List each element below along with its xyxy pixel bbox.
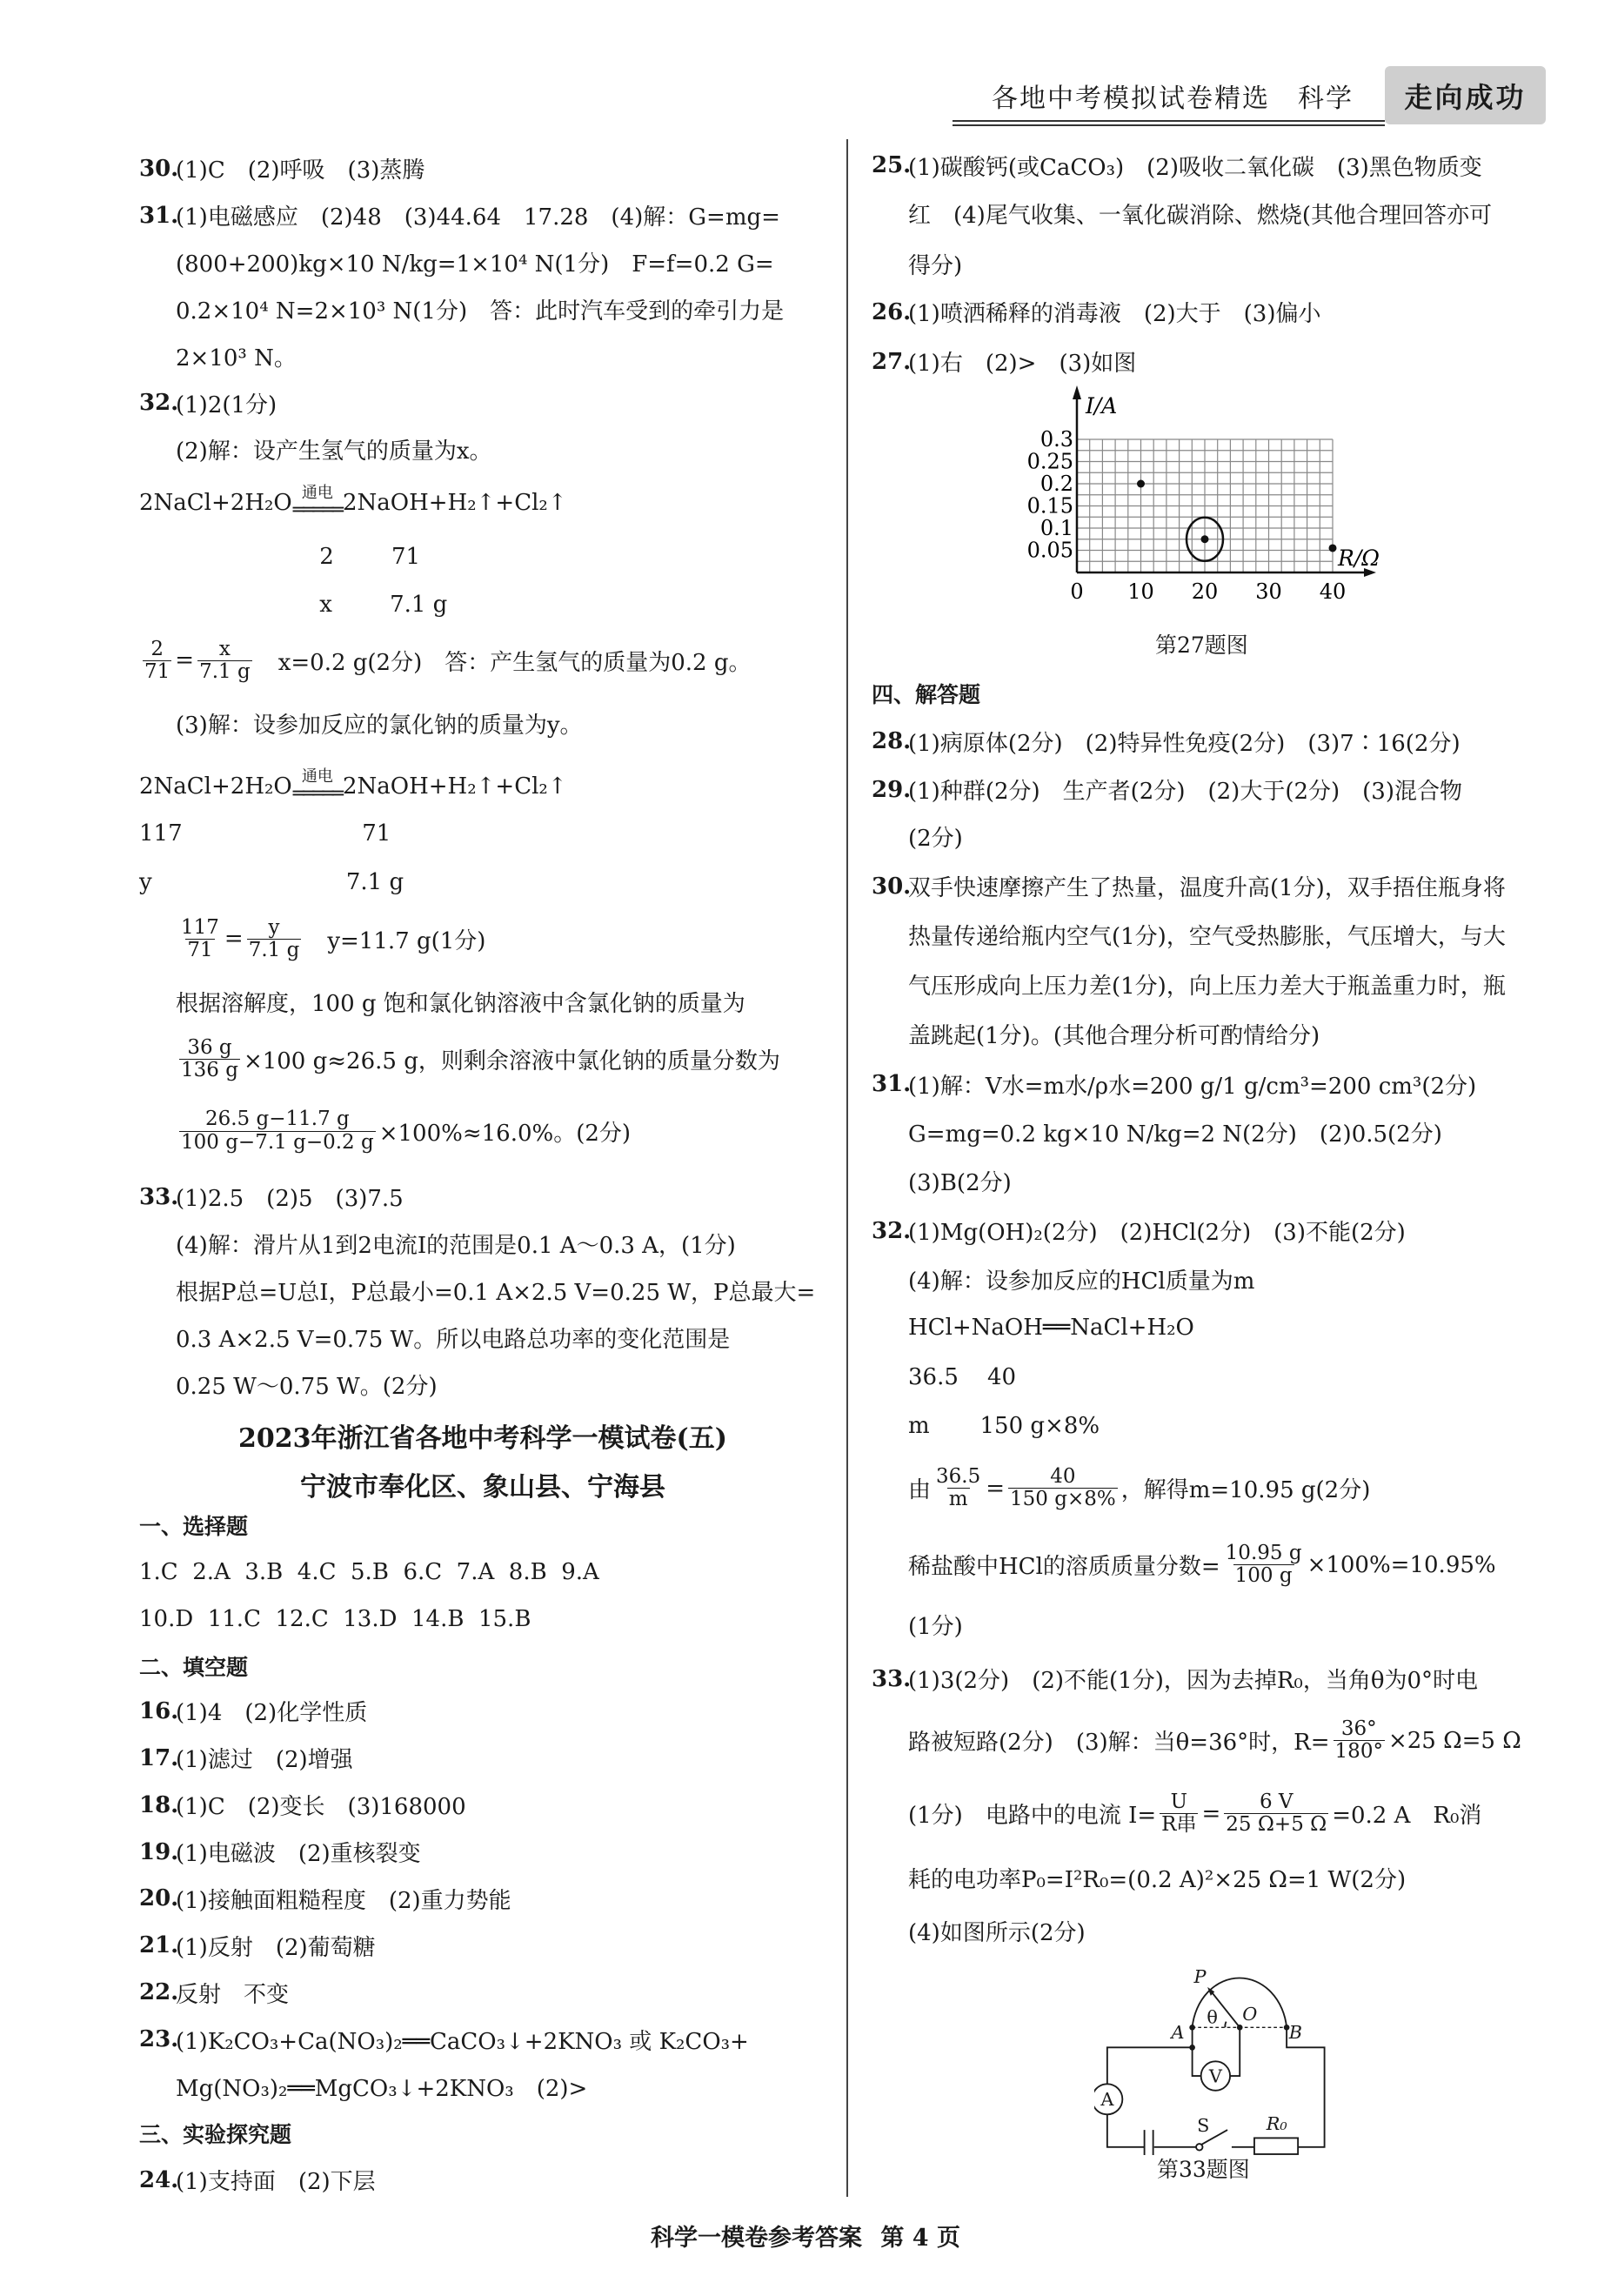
fraction-denominator: m [948,1488,968,1511]
question-number: 17. [139,1744,179,1771]
answer-text: 1.C 2.A 3.B 4.C 5.B 6.C 7.A 8.B 9.A [139,1558,599,1585]
fraction-denominator: R串 [1161,1813,1197,1837]
angle-arc [1225,2022,1226,2028]
reaction-arrow: ═════ [292,783,342,806]
answer-text: (1)电磁波 (2)重核裂变 [176,1841,421,1868]
answer-line [872,1065,1568,1103]
fraction-numerator: 10.95 g [1225,1541,1302,1564]
fraction-denominator: 25 Ω+5 Ω [1226,1813,1327,1837]
label-theta: θ [1207,2006,1218,2028]
fraction-numerator: 40 [1050,1465,1076,1489]
answer-text: (1)Mg(OH)₂(2分) (2)HCl(2分) (3)不能(2分) [908,1220,1406,1247]
answer-text: (1)病原体(2分) (2)特异性免疫(2分) (3)7∶16(2分) [908,730,1461,757]
answer-text: 气压形成向上压力差(1分)，向上压力差大于瓶盖重力时，瓶 [908,974,1506,1001]
answer-line [872,1790,1604,1837]
answer-text: = [175,647,195,674]
answer-line [139,1272,863,1310]
answer-line [872,1407,1604,1445]
answer-text: Mg(NO₃)₂══MgCO₃↓+2KNO₃ (2)> [176,2075,588,2102]
fraction-numerator: 36° [1340,1717,1377,1740]
answer-line [139,1833,826,1871]
y-axis-arrow [1073,385,1081,399]
question-number: 32. [139,390,179,417]
condition-label: 通电 [301,483,333,502]
label-a: A [1171,2021,1185,2043]
answer-line [139,1318,863,1356]
data-point [1201,535,1209,543]
label-o: O [1242,2003,1258,2025]
answer-text: ，解得m=10.95 g(2分) [1120,1477,1371,1504]
answer-text: 热量传递给瓶内空气(1分)，空气受热膨胀，气压增大，与大 [908,923,1506,950]
question-number: 18. [139,1791,179,1818]
section-heading [872,674,1568,713]
answer-text: x 7.1 g [176,592,448,619]
fraction [143,639,171,684]
answer-line [872,146,1568,184]
x-tick-label: 40 [1319,579,1347,604]
answer-text: ×100%≈16.0%。(2分) [378,1120,632,1147]
question-number: 31. [872,1071,912,1098]
answer-line [139,1879,826,1918]
answer-text: G=mg=0.2 kg×10 N/kg=2 N(2分) (2)0.5(2分) [908,1121,1442,1148]
answer-text: = [986,1475,1006,1502]
answer-line [872,244,1604,283]
fraction-numerator: y [268,915,280,939]
answer-text: 2NaCl+2H₂O [139,773,292,800]
answer-line [872,1660,1568,1698]
header-badge: 走向成功 [1385,66,1546,124]
answer-line [139,1108,863,1154]
header-rule [953,120,1385,126]
chart-27-current-vs-resistance [1000,383,1418,635]
answer-line [872,771,1568,809]
x-tick-label: 30 [1255,579,1282,604]
fraction [247,917,302,962]
answer-text: y 7.1 g [139,868,404,895]
answer-line [872,1541,1604,1587]
answer-text: 2 71 [176,543,421,570]
answer-text: (1)喷洒稀释的消毒液 (2)大于 (3)偏小 [908,301,1321,328]
answer-text: 盖跳起(1分)。(其他合理分析可酌情给分) [908,1023,1320,1050]
answer-text: (3)解：设参加反应的氯化钠的质量为y。 [176,713,583,740]
answer-text: 由 [908,1477,932,1504]
answer-line [139,586,863,624]
question-number: 30. [139,155,179,182]
question-number: 19. [139,1838,179,1865]
header-title: 各地中考模拟试卷精选 科学 [992,84,1354,114]
answer-line [139,2020,826,2058]
answer-line [139,1926,826,1965]
answer-text: 三、实验探究题 [139,2121,292,2147]
question-number: 22. [139,1979,179,2006]
answer-line [139,767,826,806]
fraction-numerator: 36.5 [936,1465,981,1489]
fraction [1224,1543,1304,1588]
answer-line [872,343,1568,381]
fraction-numerator: 36 g [187,1035,232,1059]
question-number: 30. [872,873,912,900]
answer-text: x=0.2 g(2分) 答：产生氢气的质量为0.2 g。 [255,649,752,676]
answer-text: (1)K₂CO₃+Ca(NO₃)₂══CaCO₃↓+2KNO₃ 或 K₂CO₃+ [176,2028,749,2055]
answer-text: 2023年浙江省各地中考科学一模试卷(五) [238,1423,727,1455]
answer-line [139,1035,863,1082]
answer-line [139,337,863,375]
fraction-denominator: 7.1 g [248,938,300,961]
question-number: 21. [139,1932,179,1959]
fraction-denominator: 150 g×8% [1010,1488,1116,1511]
fraction-denominator: 100 g−7.1 g−0.2 g [181,1130,374,1154]
switch-pivot [1196,2144,1202,2150]
answer-line [872,722,1568,760]
answer-text: (4)解：设参加反应的HCl质量为m [908,1268,1255,1295]
answer-text: (2)解：设产生氢气的质量为x。 [176,438,492,465]
answer-line [872,1015,1604,1054]
answer-text: (1)右 (2)> (3)如图 [908,351,1137,378]
answer-line [872,1358,1604,1396]
answer-text: (1)滤过 (2)增强 [176,1747,353,1774]
y-tick-label: 0.2 [1039,472,1073,496]
fraction [1160,1791,1198,1837]
question-number: 24. [139,2166,179,2193]
question-number: 31. [139,202,179,229]
answer-text: = [224,926,244,953]
answer-text: 0.3 A×2.5 V=0.75 W。所以电路总功率的变化范围是 [176,1326,731,1353]
question-number: 20. [139,1885,179,1912]
answer-text: 117 71 [139,820,391,847]
answer-text: (1分) 电路中的电流 I= [908,1803,1157,1830]
circuit-33-caption: 第33题图 [1157,2157,1250,2182]
fraction-denominator: 180° [1334,1740,1383,1764]
answer-text: 得分) [908,252,963,279]
question-number: 33. [139,1183,179,1210]
answer-line [139,705,863,743]
answer-text: =0.2 A R₀消 [1332,1803,1482,1830]
answer-text: (1)电磁感应 (2)48 (3)44.64 17.28 (4)解：G=mg= [176,204,780,231]
answer-text: (1)支持面 (2)下层 [176,2169,376,2196]
fraction-denominator: 100 g [1234,1564,1293,1587]
answer-line [139,915,863,961]
answer-text: 10.D 11.C 12.C 13.D 14.B 15.B [139,1605,531,1632]
answer-text: = [1201,1800,1221,1827]
fraction [179,1037,240,1082]
answer-line [139,197,826,235]
switch-label: S [1197,2114,1210,2136]
answer-line [139,1553,826,1591]
fraction-numerator: 117 [181,915,219,939]
answer-line [872,1465,1604,1511]
answer-text: (1分) [908,1614,963,1641]
ammeter-label: A [1100,2089,1114,2111]
question-number: 33. [872,1665,912,1692]
answer-line [139,484,826,522]
answer-line [872,867,1568,906]
y-tick-label: 0.3 [1039,427,1073,452]
fraction-denominator: 71 [187,938,213,961]
answer-text: 2×10³ N。 [176,345,297,372]
answer-line [139,384,826,422]
answer-text: 路被短路(2分) (3)解：当θ=36°时，R= [908,1730,1330,1757]
fraction [1008,1466,1118,1511]
answer-line [872,195,1604,233]
reaction-condition [293,769,342,804]
x-axis-label: R/Ω [1338,546,1380,571]
fraction-denominator: 71 [144,659,170,683]
answer-text: (1)C (2)变长 (3)168000 [176,1794,466,1821]
y-axis-label: I/A [1086,393,1118,418]
resistor-label: R₀ [1266,2113,1287,2135]
paper-title [139,1416,826,1455]
answer-line [139,431,863,469]
voltmeter-label: V [1208,2065,1222,2087]
answer-line [872,1717,1604,1764]
answer-text: 反射 不变 [176,1981,290,2008]
page-footer [0,2219,1611,2252]
answer-line [872,1260,1604,1298]
fraction [1334,1718,1385,1764]
answer-line [139,1692,826,1730]
answer-text: (1)种群(2分) 生产者(2分) (2)大于(2分) (3)混合物 [908,779,1462,806]
resistor-r0 [1254,2138,1298,2154]
answer-text: 双手快速摩擦产生了热量，温度升高(1分)，双手捂住瓶身将 [908,875,1506,902]
answer-text: 2NaCl+2H₂O [139,489,292,516]
fraction [179,917,221,962]
answer-line [139,290,863,328]
data-point [1137,480,1145,488]
label-p: P [1193,1966,1207,1988]
answer-text: 红 (4)尾气收集、一氧化碳消除、燃烧(其他合理回答亦可 [908,203,1492,230]
answer-text: 一、选择题 [139,1514,249,1540]
answer-text: y=11.7 g(1分) [304,927,486,954]
condition-label: 通电 [301,767,333,787]
answer-text: ×100%=10.95% [1307,1551,1496,1578]
answer-text: (3)B(2分) [908,1169,1012,1196]
answer-line [139,1365,863,1403]
answer-text: HCl+NaOH══NaCl+H₂O [908,1314,1194,1341]
section-heading [139,2114,826,2152]
answer-text: (4)如图所示(2分) [908,1920,1086,1946]
answer-text: (1)4 (2)化学性质 [176,1700,368,1727]
question-number: 32. [872,1217,912,1244]
answer-line [139,1739,826,1777]
answer-text: 2NaOH+H₂↑+Cl₂↑ [342,489,567,516]
section-heading [139,1506,826,1544]
answer-text: 稀盐酸中HCl的溶质质量分数= [908,1554,1220,1580]
fraction [179,1108,376,1154]
answer-text: (1)接触面粗糙程度 (2)重力势能 [176,1887,511,1914]
answer-line [872,1114,1604,1152]
answer-text: (1)反射 (2)葡萄糖 [176,1934,376,1961]
label-b: B [1288,2021,1303,2043]
answer-text: 2NaOH+H₂↑+Cl₂↑ [342,773,567,800]
answer-text: (1)C (2)呼吸 (3)蒸腾 [176,157,425,184]
answer-line [872,293,1568,331]
answer-line [139,983,863,1021]
answer-line [139,150,826,188]
answer-text: (1)解：V水=m水/ρ水=200 g/1 g/cm³=200 cm³(2分) [908,1073,1477,1100]
answer-line [139,538,863,576]
question-number: 28. [872,728,912,755]
answer-text: (1)2.5 (2)5 (3)7.5 [176,1186,404,1213]
paper-title [139,1465,826,1503]
reaction-condition [293,485,342,520]
x-tick-label: 0 [1070,579,1084,604]
fraction [197,639,252,684]
answer-line [139,1786,826,1824]
answer-line [872,1212,1568,1250]
answer-text: ×25 Ω=5 Ω [1387,1727,1521,1754]
question-number: 25. [872,152,912,179]
answer-line [872,915,1604,954]
answer-text: (1)2(1分) [176,392,277,418]
fraction [1224,1791,1328,1837]
answer-text: 宁波市奉化区、象山县、宁海县 [300,1471,665,1503]
section-heading [139,1647,826,1685]
answer-line [139,243,863,281]
answer-line [872,818,1604,856]
y-tick-label: 0.1 [1039,516,1073,540]
question-number: 27. [872,348,912,375]
fraction-denominator: 7.1 g [199,659,251,683]
answer-text: 耗的电功率P₀=I²R₀=(0.2 A)²×25 Ω=1 W(2分) [908,1867,1407,1894]
answer-text: 根据溶解度，100 g 饱和氯化钠溶液中含氯化钠的质量为 [176,991,745,1018]
answer-text: (1)碳酸钙(或CaCO₃) (2)吸收二氧化碳 (3)黑色物质变 [908,154,1482,181]
answer-text: 0.25 W～0.75 W。(2分) [176,1373,438,1400]
x-tick-label: 10 [1127,579,1154,604]
fraction-numerator: 26.5 g−11.7 g [204,1108,350,1131]
answer-line [139,2161,826,2199]
circuit-diagram-33 [1094,1959,1334,2155]
fraction-numerator: 2 [150,637,164,660]
answer-line [872,1309,1604,1347]
answer-line [139,2067,863,2105]
answer-line [872,1912,1604,1951]
x-tick-label: 20 [1191,579,1219,604]
answer-line [139,1225,863,1263]
fraction-numerator: U [1170,1790,1188,1813]
page-number: 第 4 页 [880,2225,960,2252]
answer-line [872,966,1604,1004]
answer-text: (1)3(2分) (2)不能(1分)，因为去掉R₀，当角θ为0°时电 [908,1668,1479,1695]
fraction-denominator: 136 g [181,1059,238,1082]
answer-text: m 150 g×8% [908,1412,1100,1439]
answer-text: 根据P总=U总I，P总最小=0.1 A×2.5 V=0.25 W，P总最大= [176,1280,816,1307]
reaction-arrow: ═════ [292,499,342,521]
fraction-numerator: x [218,637,231,660]
question-number: 23. [139,2026,179,2053]
question-number: 29. [872,776,912,803]
y-tick-label: 0.05 [1026,538,1073,563]
footer-label: 科学一模卷参考答案 [651,2225,862,2252]
answer-text: (4)解：滑片从1到2电流I的范围是0.1 A～0.3 A，(1分) [176,1233,736,1260]
question-number: 26. [872,298,912,325]
y-tick-label: 0.15 [1026,493,1073,519]
answer-line [872,1606,1604,1644]
answer-text: (2分) [908,826,963,853]
answer-text: ×100 g≈26.5 g，则剩余溶液中氯化钠的质量分数为 [243,1048,780,1075]
answer-text: (800+200)kg×10 N/kg=1×10⁴ N(1分) F=f=0.2 G= [176,251,774,278]
answer-line [139,814,826,853]
answer-line [139,1178,826,1216]
chart-27-caption: 第27题图 [1155,633,1248,658]
answer-text: 36.5 40 [908,1363,1017,1390]
fraction [934,1466,982,1511]
data-point [1329,544,1337,552]
answer-line [139,863,826,901]
answer-text: 四、解答题 [872,681,981,707]
answer-text: 0.2×10⁴ N=2×10³ N(1分) 答：此时汽车受到的牵引力是 [176,298,785,325]
answer-line [872,1859,1604,1898]
question-number: 16. [139,1697,179,1724]
semicircle-resistor [1193,1978,1287,2028]
y-tick-label: 0.25 [1026,449,1073,474]
answer-line [872,1161,1604,1200]
fraction-numerator: 6 V [1259,1790,1293,1813]
answer-line [139,1600,826,1638]
answer-text: 二、填空题 [139,1654,249,1680]
answer-line [139,637,826,683]
answer-line [139,1973,826,2012]
